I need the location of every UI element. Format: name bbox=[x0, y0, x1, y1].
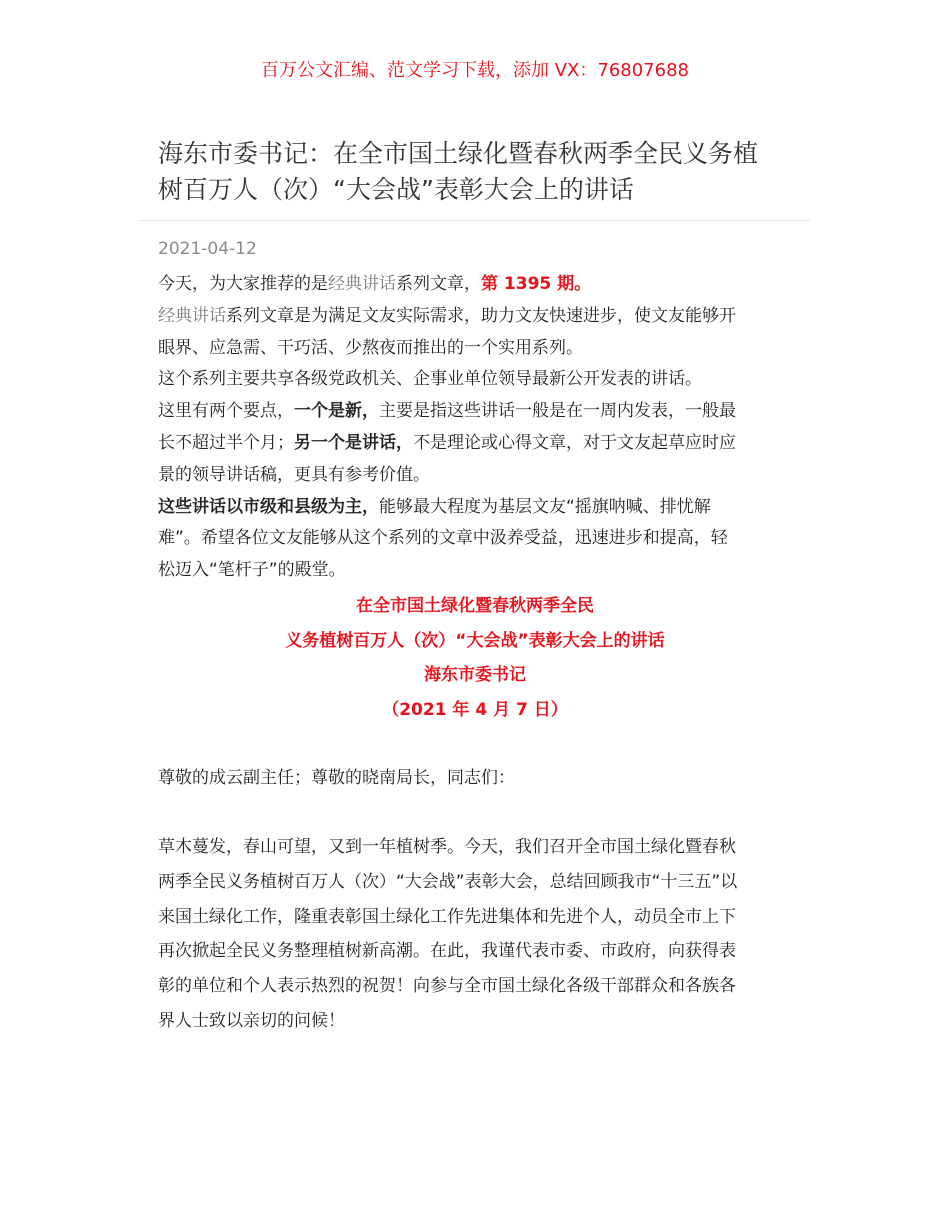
speech-heading-line: 在全市国土绿化暨春秋两季全民 bbox=[356, 596, 594, 616]
text-segment: 系列文章是为满足文友实际需求，助力文友快速进步，使文友能够开 bbox=[226, 305, 736, 326]
salutation: 尊敬的成云副主任；尊敬的晓南局长，同志们： bbox=[158, 768, 515, 788]
publish-date: 2021-04-12 bbox=[158, 239, 257, 259]
intro-line bbox=[158, 333, 583, 358]
text-segment: 系列文章， bbox=[396, 274, 481, 294]
body-line: 再次掀起全民义务整理植树新高潮。在此，我谨代表市委、市政府，向获得表 bbox=[158, 941, 736, 962]
intro-line bbox=[158, 428, 736, 453]
text-segment: 不是理论或心得文章，对于文友起草应时应 bbox=[413, 433, 736, 453]
series-name: 经典讲话 bbox=[158, 305, 226, 326]
text-segment: 能够最大程度为基层文友“摇旗呐喊、排忧解 bbox=[379, 496, 711, 517]
watermark-banner: 百万公文汇编、范文学习下载，添加 VX：76807688 bbox=[261, 60, 689, 81]
intro-line bbox=[158, 364, 702, 389]
bold-text: 另一个是讲话， bbox=[294, 433, 413, 453]
speech-date: （2021 年 4 月 7 日） bbox=[382, 700, 568, 720]
text-segment: 这里有两个要点， bbox=[158, 401, 294, 422]
text-segment: 难”。希望各位文友能够从这个系列的文章中汲养受益，迅速进步和提高，轻 bbox=[158, 528, 728, 549]
text-segment: 这个系列主要共享各级党政机关、企事业单位领导最新公开发表的讲话。 bbox=[158, 369, 702, 390]
intro-line bbox=[158, 460, 430, 485]
title-line: 树百万人（次）“大会战”表彰大会上的讲话 bbox=[158, 175, 634, 204]
body-line: 草木蔓发，春山可望，又到一年植树季。今天，我们召开全市国土绿化暨春秋 bbox=[158, 837, 736, 857]
article-title bbox=[158, 136, 758, 208]
bold-text: 这些讲话以市级和县级为主， bbox=[158, 496, 379, 517]
title-divider bbox=[140, 220, 810, 221]
intro-line bbox=[158, 492, 711, 517]
body-line: 彰的单位和个人表示热烈的祝贺！向参与全市国土绿化各级干部群众和各族各 bbox=[158, 976, 736, 997]
issue-number: 第 1395 期。 bbox=[481, 274, 592, 294]
speech-author: 海东市委书记 bbox=[424, 665, 526, 685]
title-line: 海东市委书记：在全市国土绿化暨春秋两季全民义务植 bbox=[158, 139, 759, 168]
body-line: 来国土绿化工作，隆重表彰国土绿化工作先进集体和先进个人，动员全市上下 bbox=[158, 906, 736, 927]
intro-line bbox=[158, 396, 736, 421]
text-segment: 眼界、应急需、干巧活、少熬夜而推出的一个实用系列。 bbox=[158, 337, 583, 358]
text-segment: 主要是指这些讲话一般是在一周内发表，一般最 bbox=[379, 401, 736, 422]
intro-line bbox=[158, 269, 591, 294]
text-segment: 景的领导讲话稿，更具有参考价值。 bbox=[158, 464, 430, 485]
text-segment: 松迈入“笔杆子”的殿堂。 bbox=[158, 560, 346, 581]
speech-heading-line: 义务植树百万人（次）“大会战”表彰大会上的讲话 bbox=[285, 631, 665, 651]
text-segment: 今天，为大家推荐的是 bbox=[158, 274, 328, 294]
bold-text: 一个是新， bbox=[294, 401, 379, 422]
body-line: 两季全民义务植树百万人（次）“大会战”表彰大会，总结回顾我市“十三五”以 bbox=[158, 871, 738, 892]
series-name: 经典讲话 bbox=[328, 274, 396, 294]
intro-line bbox=[158, 555, 346, 580]
body-line: 界人士致以亲切的问候！ bbox=[158, 1011, 345, 1031]
text-segment: 长不超过半个月； bbox=[158, 433, 294, 453]
intro-line bbox=[158, 301, 736, 326]
intro-line bbox=[158, 523, 728, 548]
